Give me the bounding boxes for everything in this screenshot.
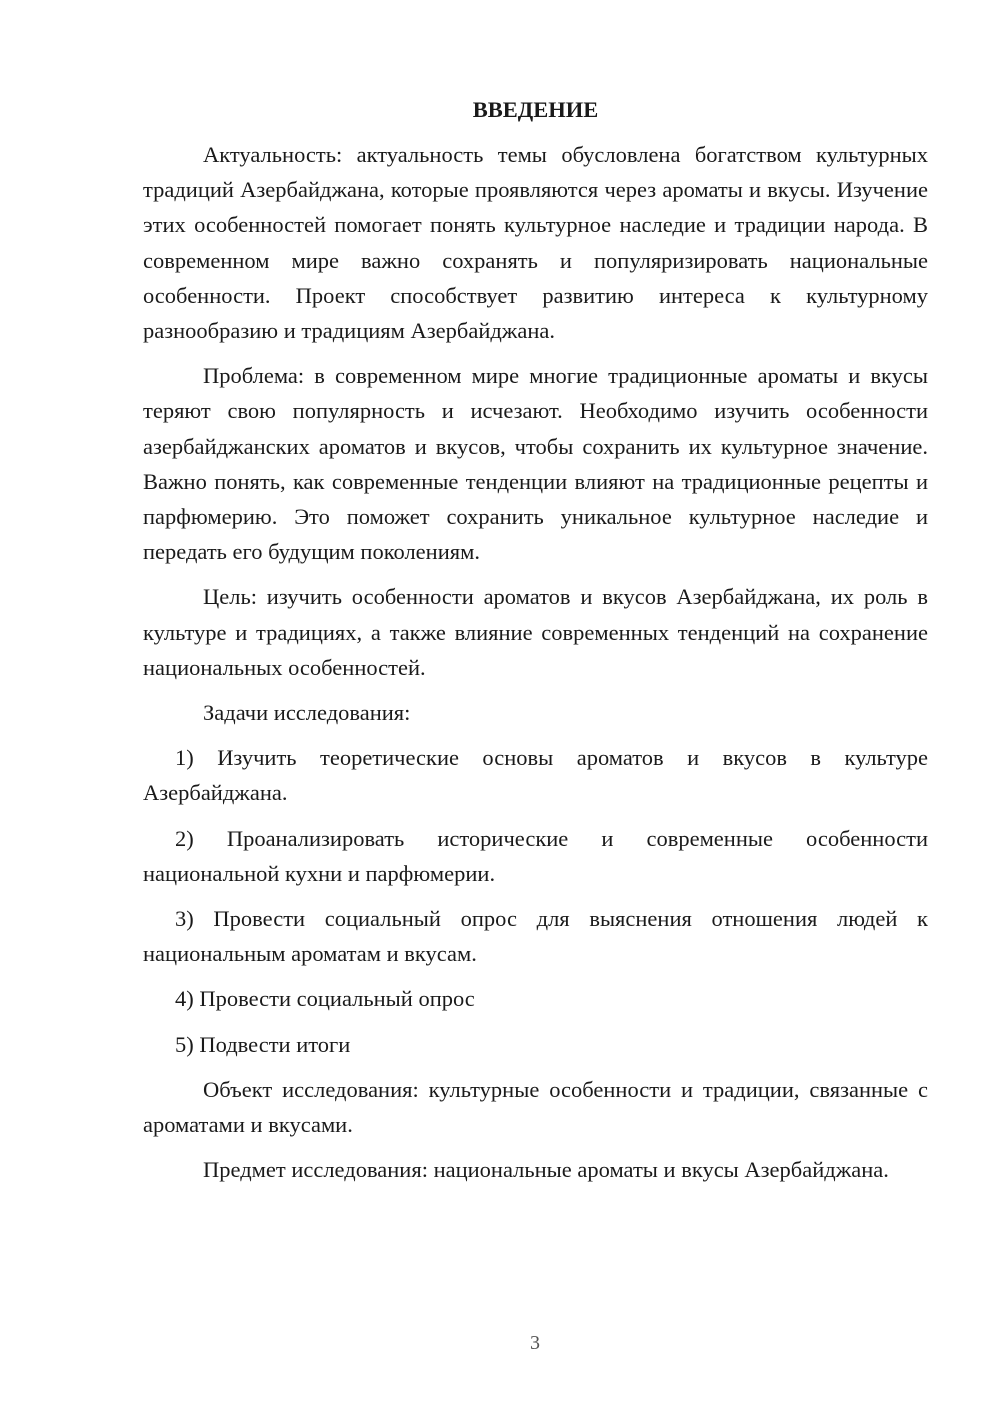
task-item-1: 1) Изучить теоретические основы ароматов и вкусов в культуре Азербайджана.	[143, 745, 928, 806]
page-number: 3	[530, 1332, 540, 1354]
section-heading: ВВЕДЕНИЕ	[472, 97, 599, 122]
document-body	[143, 92, 928, 1197]
task-item-4: 4) Провести социальный опрос	[175, 986, 475, 1012]
task-item-5: 5) Подвести итоги	[175, 1031, 351, 1057]
goal-paragraph: Цель: изучить особенности ароматов и вкусов Азербайджана, их роль в культуре и традициях, а также влияние современных тенденций на сохранение национальных особенностей.	[143, 584, 928, 680]
object-paragraph: Объект исследования: культурные особенности и традиции, связанные с ароматами и вкусами.	[143, 1076, 928, 1138]
problem-paragraph: Проблема: в современном мире многие традиционные ароматы и вкусы теряют свою популярность и исчезают. Необходимо изучить особенности азербайджанских ароматов и вкусов, чтобы сохранить их культурное значение. Важно понять, как современные тенденции влияют на традиционные рецепты и парфюмерию. Это поможет сохранить уникальное культурное наследие и передать его будущим поколениям.	[143, 363, 928, 565]
task-item-3: 3) Провести социальный опрос для выяснения отношения людей к национальным ароматам и вкусам.	[143, 906, 928, 967]
tasks-title: Задачи исследования:	[203, 700, 411, 726]
subject-paragraph: Предмет исследования: национальные ароматы и вкусы Азербайджана.	[203, 1157, 889, 1183]
relevance-paragraph: Актуальность: актуальность темы обусловлена богатством культурных традиций Азербайджана, которые проявляются через ароматы и вкусы. Изучение этих особенностей помогает понять культурное наследие и традиции народа. В современном мире важно сохранять и популяризировать национальные особенности. Проект способствует развитию интереса к культурному разнообразию и традициям Азербайджана.	[143, 142, 928, 344]
task-item-2: 2) Проанализировать исторические и современные особенности национальной кухни и парфюмерии.	[143, 825, 928, 886]
